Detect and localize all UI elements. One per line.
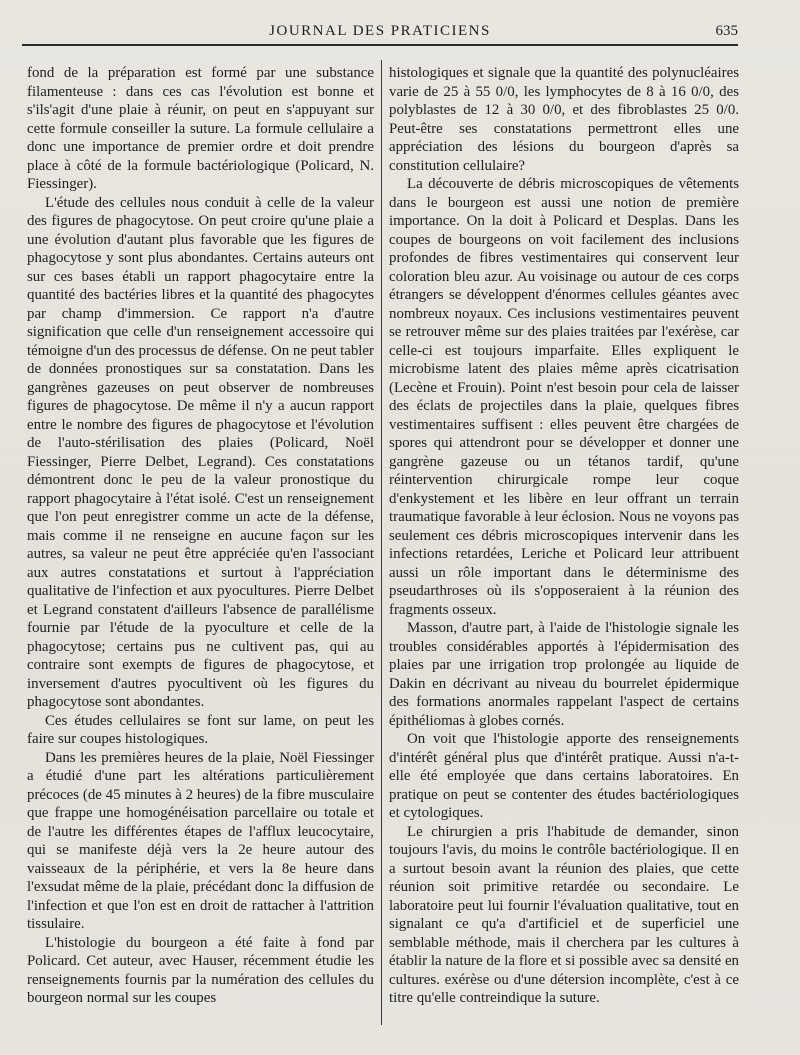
paragraph: On voit que l'histologie apporte des renseignements d'intérêt général plus que d'intérêt pratique. Aussi n'a-t-elle été employée que dans certains laboratoires. En pratique on peut se contenter des études bactériologiques et cytologiques. bbox=[389, 731, 739, 821]
page-header bbox=[22, 14, 738, 46]
paragraph: L'histologie du bourgeon a été faite à fond par Policard. Cet auteur, avec Hauser, récemment étudie les renseignements fournis par la numération des cellules du bourgeon normal sur les coupes bbox=[27, 934, 374, 1006]
left-column bbox=[27, 64, 374, 1035]
page-number: 635 bbox=[715, 23, 738, 39]
paragraph: La découverte de débris microscopiques de vêtements dans le bourgeon est aussi une notion de première importance. On la doit à Policard et Desplas. Dans les coupes de bourgeons on voit facilement des inclusions profondes de fibres vestimentaires qui conservent leur coloration bleu azur. Au voisinage ou autour de ces corps étrangers se développent d'énormes cellules géantes avec nombreux noyaux. Ces inclusions vestimentaires peuvent se retrouver même sur des plaies traitées par l'exérèse, car celle-ci est toujours imparfaite. Elles expliquent le microbisme latent des plaies même après cicatrisation (Lecène et Frouin). Point n'est besoin pour cela de laisser des éclats de projectiles dans la plaie, quelques fibres vestimentaires suffisent : elles peuvent être chargées de spores qui attendront pour se développer et donner une gangrène gazeuse ou un tétanos tardif, qu'une réintervention chirurgicale rompe leur coque d'enkystement et les libère en leur offrant un terrain traumatique favorable à leur éclosion. Nous ne voyons pas seulement ces débris microscopiques intervenir dans les infections retardées, Leriche et Policard leur attribuent aussi un rôle important dans le déterminisme des pseudarthroses où ils s'opposeraient à la réunion des fragments osseux. bbox=[389, 176, 739, 618]
paragraph: L'étude des cellules nous conduit à celle de la valeur des figures de phagocytose. On peut croire qu'une plaie a une évolution d'autant plus favorable que les figures de phagocytose y sont plus abondantes. Certains auteurs ont sur ces bases établi un rapport phagocytaire entre la quantité des bactéries libres et la quantité des phagocytes par champ d'immersion. Ce rapport n'a d'autre signification que celle d'un renseignement accessoire qui témoigne d'un des processus de défense. On ne peut tabler de données pronostiques sur sa constatation. Dans les gangrènes gazeuses on peut observer de nombreuses figures de phagocytose. De même il n'y a aucun rapport entre le nombre des figures de phagocytose et l'évolution de l'auto-stérilisation des plaies (Policard, Noël Fiessinger, Pierre Delbet, Legrand). Ces constatations démontrent donc le peu de la valeur pronostique du rapport phagocytaire à l'état isolé. C'est un renseignement que l'on peut enregistrer comme un acte de la défense, mais comme il ne renseigne en aucune façon sur les autres, sa valeur ne peut être appréciée qu'en l'associant aux autres constatations et surtout à l'appréciation qualitative de l'infection et aux pyocultures. Pierre Delbet et Legrand constatent d'ailleurs l'absence de parallélisme fournie par l'étude de la pyoculture et celle de la phagocytose; certains pus ne cultivent pas, qui au contraire sont exempts de figures de phagocytose, et inversement d'autres pyocultivent où les figures du phagocytose sont abondantes. bbox=[27, 194, 374, 710]
paragraph: Le chirurgien a pris l'habitude de demander, sinon toujours l'avis, du moins le contrôle bactériologique. Il en a surtout besoin avant la réunion des plaies, que cette réunion soit primitive retardée ou secondaire. Le laboratoire peut lui fournir l'évaluation qualitative, tout en signalant ce qu'a d'artificiel et de superficiel une semblable méthode, mais il cherchera par les cultures à établir la nature de la flore et si possible avec sa densité en cultures. exérèse ou d'une détersion incomplète, c'est à ce titre qu'elle contreindique la suture. bbox=[389, 823, 739, 1006]
journal-title: JOURNAL DES PRATICIENS bbox=[269, 23, 491, 39]
paragraph: Masson, d'autre part, à l'aide de l'histologie signale les troubles considérables apportés à l'épidermisation des plaies par une irrigation trop prolongée au liquide de Dakin en décrivant au niveau du bourrelet épidermique des formations anormales rappelant l'aspect de certains épithéliomas à globes cornés. bbox=[389, 620, 739, 729]
paragraph: histologiques et signale que la quantité des polynucléaires varie de 25 à 55 0/0, les lymphocytes de 8 à 16 0/0, des polyblastes de 12 à 30 0/0, et des fibroblastes 25 0/0. Peut-être ses constatations permettront elles une appréciation des lésions du bourgeon d'après sa constitution cellulaire? bbox=[389, 65, 739, 174]
paragraph: Dans les premières heures de la plaie, Noël Fiessinger a étudié d'une part les altérations particulièrement précoces (de 45 minutes à 2 heures) de la fibre musculaire que frappe une homogénéisation parcellaire ou totale et de l'autre les différentes étapes de l'afflux leucocytaire, qui se manifeste déjà vers la 2e heure autour des vaisseaux de la périphérie, et vers la 8e heure dans l'exsudat même de la plaie, précédant donc la diffusion de l'infection et que l'on est en droit de rattacher à l'attrition tissulaire. bbox=[27, 749, 374, 932]
paragraph: Ces études cellulaires se font sur lame, on peut les faire sur coupes histologiques. bbox=[27, 712, 374, 747]
column-divider bbox=[381, 60, 382, 1025]
right-column bbox=[389, 64, 739, 1035]
paragraph: fond de la préparation est formé par une substance filamenteuse : dans ces cas l'évolution est bonne et s'ils'agit d'une plaie à réunir, on peut en s'appuyant sur cette formule conseiller la suture. La formule cellulaire a donc une importance de premier ordre et doit prendre place à côté de la formule bactériologique (Policard, N. Fiessinger). bbox=[27, 65, 374, 192]
